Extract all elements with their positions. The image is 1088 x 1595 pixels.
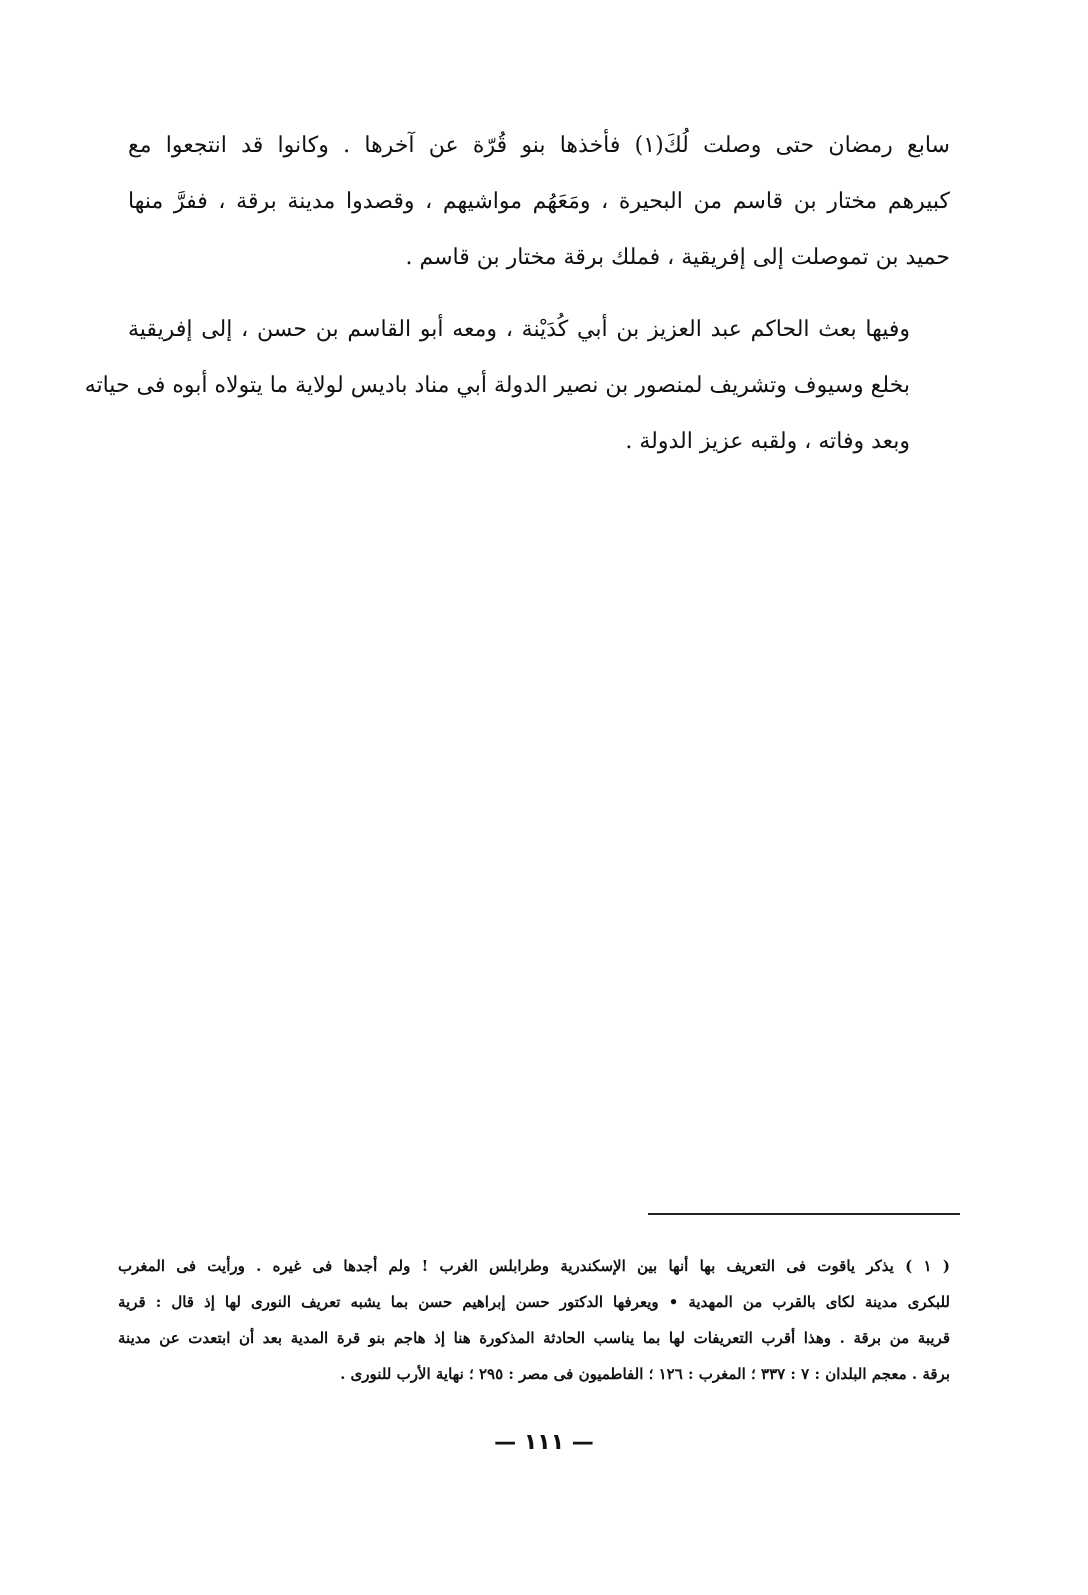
- text-line: سابع رمضان حتى وصلت لُكَ(١) فأخذها بنو قُرّة عن آخرها . وكانوا قد انتجعوا مع: [128, 133, 950, 158]
- text-line: وفيها بعث الحاكم عبد العزيز بن أبي كُدَيْنة ، ومعه أبو القاسم بن حسن ، إلى إفريقية: [128, 317, 910, 342]
- main-text: [84, 118, 950, 470]
- paragraph-1: [128, 118, 950, 286]
- footnote-line: للبكرى مدينة لكاى بالقرب من المهدية • ويعرفها الدكتور حسن إبراهيم حسن بما يشبه تعريف النورى لها إذ قال : قرية: [118, 1293, 950, 1311]
- paragraph-2: [84, 302, 950, 470]
- footnote-line: برقة . معجم البلدان : ٧ : ٣٣٧ ؛ المغرب : ١٢٦ ؛ الفاطميون فى مصر : ٢٩٥ ؛ نهاية الأرب للنورى .: [340, 1365, 950, 1383]
- footnote-line: قريبة من برقة . وهذا أقرب التعريفات لها بما يناسب الحادثة المذكورة هنا إذ هاجم بنو قرة المدية بعد أن ابتعدت عن مدينة: [118, 1329, 950, 1347]
- text-line: حميد بن تموصلت إلى إفريقية ، فملك برقة مختار بن قاسم .: [405, 245, 950, 270]
- text-line: كبيرهم مختار بن قاسم من البحيرة ، ومَعَهُم مواشيهم ، وقصدوا مدينة برقة ، ففرَّ منها: [128, 189, 950, 214]
- footnote: [118, 1248, 950, 1392]
- page-number: — ١١١ —: [494, 1430, 594, 1455]
- footnote-separator: [648, 1213, 960, 1215]
- text-line: وبعد وفاته ، ولقبه عزيز الدولة .: [625, 429, 910, 454]
- footnote-line: ( ١ ) يذكر ياقوت فى التعريف بها أنها بين الإسكندرية وطرابلس الغرب ! ولم أجدها فى غيره . ورأيت فى المغرب: [118, 1257, 950, 1275]
- text-line: بخلع وسيوف وتشريف لمنصور بن نصير الدولة أبي مناد باديس لولاية ما يتولاه أبوه فى حياته: [84, 373, 910, 398]
